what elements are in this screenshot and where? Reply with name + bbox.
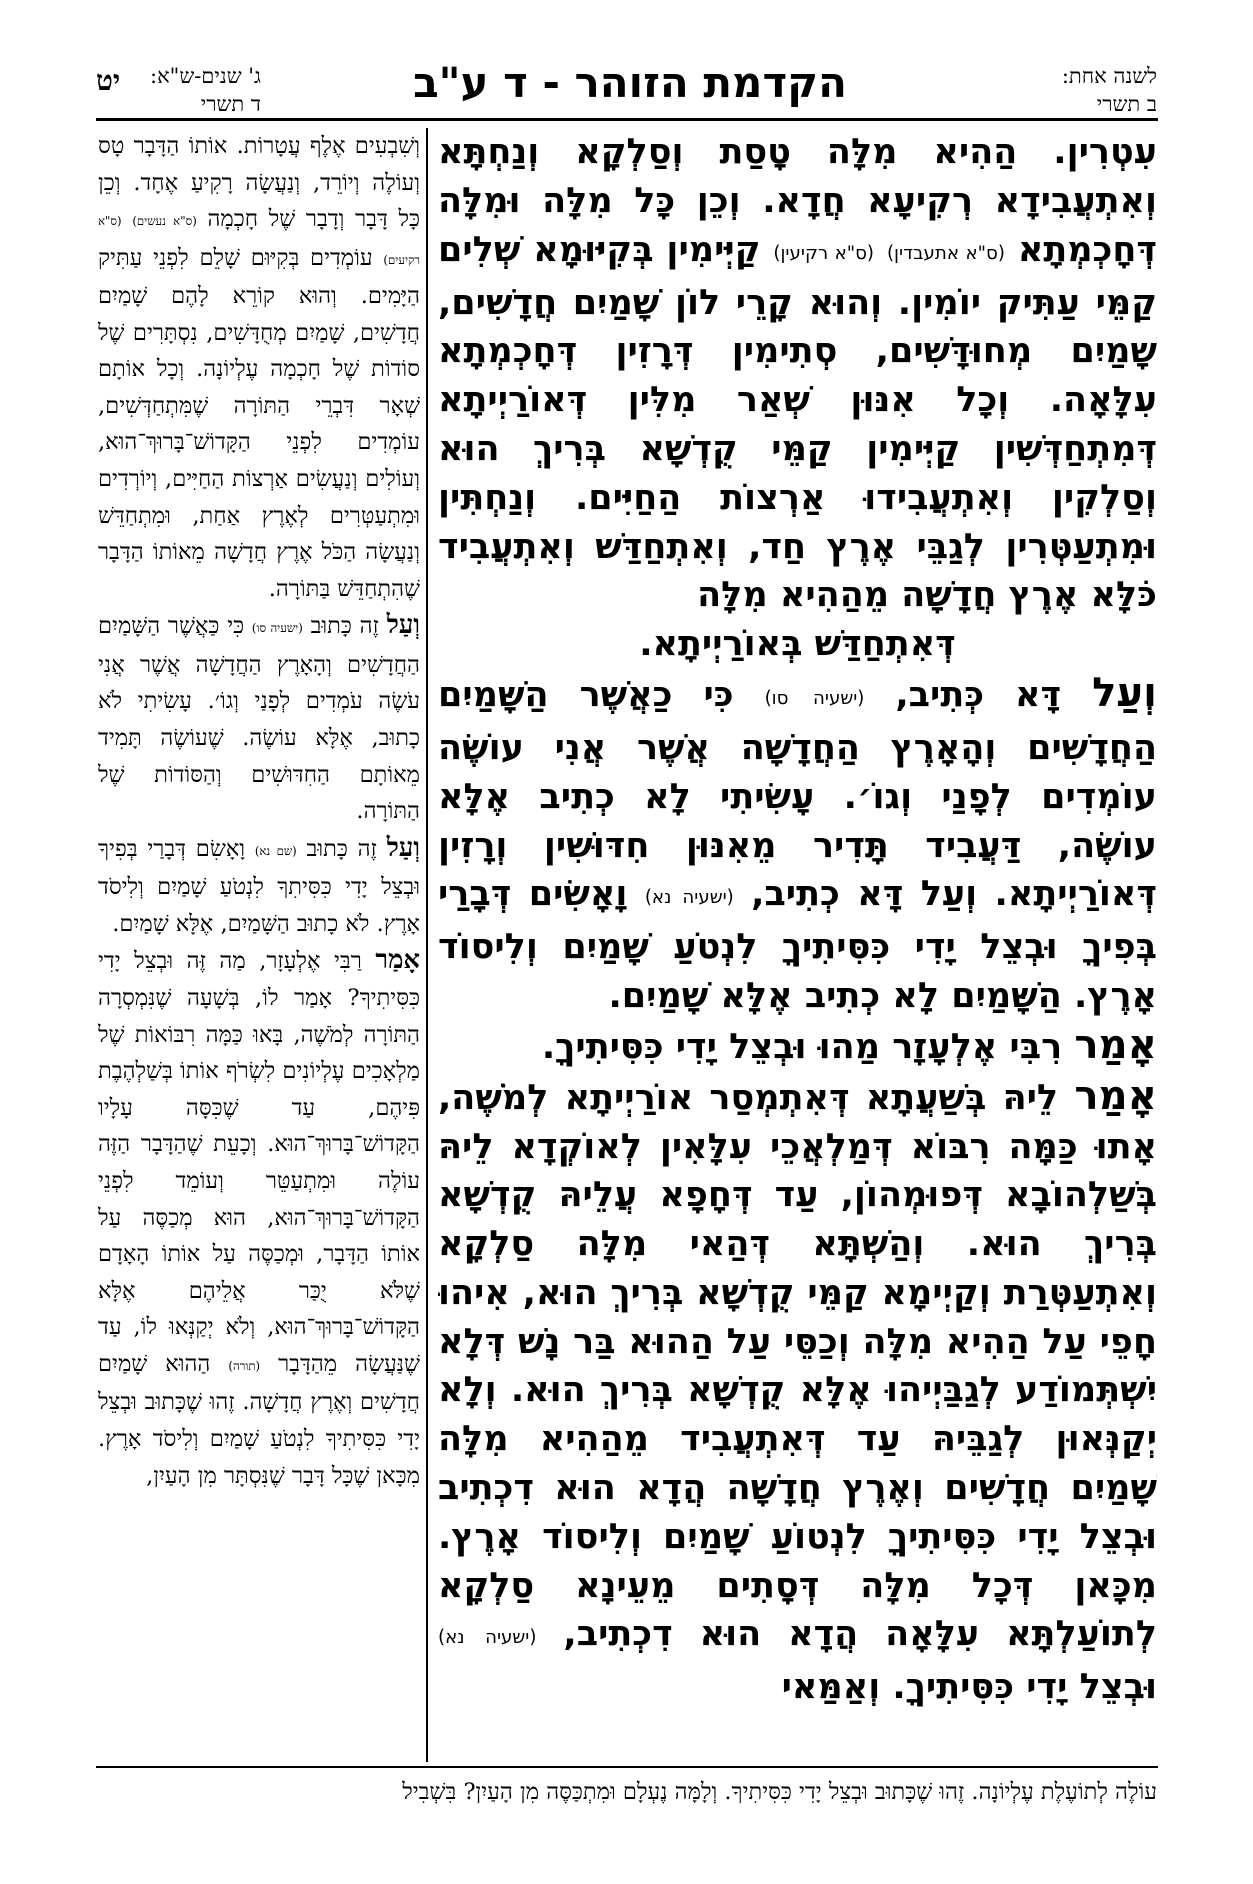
variant-note: (ס"א רקיעים) (98, 214, 420, 267)
verse-reference: (ישעיה נא) (438, 1627, 537, 1649)
variant-note: (ס"א אתעבדין) (886, 242, 1005, 264)
verse-reference: (שם נא) (254, 843, 297, 858)
column-divider (426, 128, 428, 1762)
opening-word: וְעַל (386, 832, 420, 863)
verse-reference: (ישעיה סו) (251, 621, 303, 636)
verse-reference: (ישעיה נא) (644, 887, 734, 909)
header-schedule-date: ד תשרי (200, 92, 261, 116)
header-study-schedule-three-years (150, 62, 261, 118)
paragraph-end-line: דְּאִתְחַדַּשׁ בְּאוֹרַיְיתָא. (639, 624, 956, 665)
opening-word: וְעַל (386, 610, 420, 641)
header-schedule-date: ב תשרי (1096, 92, 1157, 116)
paragraph: אָמַר לֵיהּ בְּשַׁעֲתָא דְּאִתְמְסַר אוֹרַיְיתָא לְמֹשֶׁה, אָתוּ כַּמָּה רִבּוֹא דְּמַלְאֲכֵי עִלָּאִין לְאוֹקְדָא לֵיהּ בְּשַׁלְהוֹבָא דְּפוּמְהוֹן, עַד דְּחָפָא עֲלֵיהּ קֻדְשָׁא בְּרִיךְ הוּא. וְהַשְׁתָּא דְּהַאי מִלָּה סַלְקָא וְאִתְעַטְּרַת וְקַיְימָא קַמֵּי קֻדְשָׁא בְּרִיךְ הוּא, אִיהוּ חָפֵי עַל הַהִיא מִלָּה וְכַסֵּי עַל הַהוּא בַּר נָשׁ דְּלָא יִשְׁתְּמוֹדַע לְגַבַּיְיהוּ אֶלָּא קֻדְשָׁא בְּרִיךְ הוּא. וְלָא יְקַנְּאוּן לְגַבֵּיהּ עַד דְּאִתְעֲבִיד מֵהַהִיא מִלָּה שָׁמַיִם חֲדָשִׁים וְאֶרֶץ חֲדָשָׁה הֲדָא הוּא דִכְתִיב וּבְצֵל יָדִי כִּסִּיתִיךָ לִנְטוֹעַ שָׁמַיִם וְלִיסוֹד אָרֶץ. מִכָּאן דְּכָל מִלָּה דְּסָתִים מֵעֵינָא סַלְקָא לְתוֹעַלְתָּא עִלָּאָה הֲדָא הוּא דִכְתִיב, (ישעיה נא) וּבְצֵל יָדִי כִּסִּיתִיךָ. וְאַמַּאי (438, 1072, 1157, 1708)
paragraph: אָמַר רַבִּי אֶלְעָזָר, מַה זֶּה וּבְצֵל יָדִי כִּסִּיתִיךָ? אָמַר לוֹ, בְּשָׁעָה שֶׁנִּמְסְרָה הַתּוֹרָה לְמֹשֶׁה, בָּאוּ כַּמָּה רִבּוֹאוֹת שֶׁל מַלְאָכִים עֶלְיוֹנִים לִשְׂרֹף אוֹתוֹ בְּשַׁלְהֶבֶת פִּיהֶם, עַד שֶׁכִּסָּה עָלָיו הַקָּדוֹשׁ־בָּרוּךְ־הוּא. וְכָעֵת שֶׁהַדָּבָר הַזֶּה עוֹלֶה וּמִתְעַטֵּר וְעוֹמֵד לִפְנֵי הַקָּדוֹשׁ־בָּרוּךְ־הוּא, הוּא מְכַסֶּה עַל אוֹתוֹ הַדָּבָר, וּמְכַסֶּה עַל אוֹתוֹ הָאָדָם שֶׁלֹּא יֻכַּר אֲלֵיהֶם אֶלָּא הַקָּדוֹשׁ־בָּרוּךְ־הוּא, וְלֹא יְקַנְּאוּ לוֹ, עַד שֶׁנַּעֲשָׂה מֵהַדָּבָר (תורה) הַהוּא שָׁמַיִם חֲדָשִׁים וְאֶרֶץ חֲדָשָׁה. זֶהוּ שֶׁכָּתוּב וּבְצֵל יָדִי כִּסִּיתִיךָ לִנְטֹעַ שָׁמַיִם וְלִיסֹד אָרֶץ. מִכָּאן שֶׁכָּל דָּבָר שֶׁנִּסְתָּר מִן הָעַיִן, (98, 945, 420, 1489)
paragraph: וְעַל דָּא כְּתִיב, (ישעיה סו) כִּי כַאֲשֶׁר הַשָּׁמַיִם הַחֲדָשִׁים וְהָאָרֶץ הַחֲדָשָׁה אֲשֶׁר אֲנִי עוֹשֶׂה עוֹמְדִים לְפָנַי וְגוֹ׳. עָשִׂיתִי לָא כְתִיב אֶלָּא עוֹשֶׂה, דַּעֲבִיד תָּדִיר מֵאִנּוּן חִדּוּשִׁין וְרָזִין דְּאוֹרַיְיתָא. וְעַל דָּא כְתִיב, (ישעיה נא) וָאָשִׂים דְּבָרַי בְּפִיךָ וּבְצֵל יָדִי כִּסִּיתִיךָ לִנְטֹעַ שָׁמַיִם וְלִיסוֹד אָרֶץ. הַשָּׁמַיִם לָא כְתִיב אֶלָּא שָׁמַיִם. (438, 669, 1157, 1017)
bottom-continuation-line: עוֹלֶה לְתוֹעֶלֶת עֶלְיוֹנָה. זֶהוּ שֶׁכָּתוּב וּבְצֵל יָדִי כִּסִּיתִיךָ. וְלָמָּה נֶעְלָם וּמִתְכַּסֶּה מִן הָעַיִן? בִּשְׁבִיל (402, 1779, 1157, 1805)
header-rule (96, 118, 1158, 121)
paragraph: וְעַל זֶה כָּתוּב (ישעיה סו) כִּי כַּאֲשֶׁר הַשָּׁמַיִם הַחֲדָשִׁים וְהָאָרֶץ הַחֲדָשָׁה אֲשֶׁר אֲנִי עֹשֶׂה עֹמְדִים לְפָנַי וְגוֹ׳. עָשִׂיתִי לֹא כָתוּב, אֶלָּא עוֹשֶׂה. שֶׁעוֹשֶׂה תָּמִיד מֵאוֹתָם הַחִדּוּשִׁים וְהַסּוֹדוֹת שֶׁל הַתּוֹרָה. (98, 610, 420, 825)
header-schedule-label: לשנה אחת: (1061, 64, 1157, 88)
opening-word: אָמַר (1074, 1072, 1157, 1119)
header-schedule-label: ג' שנים-ש"א: (150, 64, 261, 88)
opening-word: וְעַל (1092, 669, 1157, 716)
variant-note: (ס"א רקיעין) (773, 242, 875, 264)
variant-note: (תורה) (228, 1358, 261, 1373)
paragraph: עִטְרִין. הַהִיא מִלָּה טָסַת וְסַלְקָא וְנַחְתָּא וְאִתְעֲבִידָא רְקִיעָא חֲדָא. וְכֵן כָּל מִלָּה וּמִלָּה דְּחָכְמְתָא (ס"א אתעבדין) (ס"א רקיעין) קַיְּימִין בְּקִיּוּמָא שְׁלִים קַמֵּי עַתִּיק יוֹמִין. וְהוּא קָרֵי לוֹן שָׁמַיִם חֲדָשִׁים, שָׁמַיִם מְחוּדָּשִׁים, סְתִימִין דְּרָזִין דְּחָכְמְתָא עִלָּאָה. וְכָל אִנּוּן שְׁאַר מִלִּין דְּאוֹרַיְיתָא דְּמִתְחַדְּשִׁין קַיְּימִין קַמֵּי קֻדְשָׁא בְּרִיךְ הוּא וְסַלְקִין וְאִתְעֲבִידוּ אַרְצוֹת הַחַיִּים. וְנַחְתִּין וּמִתְעַטְּרִין לְגַבֵּי אֶרֶץ חַד, וְאִתְחַדַּשׁ וְאִתְעֲבִיד כֹּלָּא אֶרֶץ חֲדָשָׁה מֵהַהִיא מִלָּה (438, 132, 1157, 616)
page-number: יט (96, 64, 121, 97)
opening-word: אָמַר (375, 945, 420, 976)
paragraph: אָמַר רִבִּי אֶלְעָזָר מַהוּ וּבְצֵל יָדִי כִּסִּיתִיךָ. (541, 1021, 1157, 1068)
paragraph: וְשִׁבְעִים אֶלֶף עֲטָרוֹת. אוֹתוֹ הַדָּבָר טָס וְעוֹלֶה וְיוֹרֵד, וְנַעֲשָׂה רָקִיעַ אֶחָד. וְכֵן כָּל דָּבָר וְדָבָר שֶׁל חָכְמָה (ס"א נעשים) (ס"א רקיעים) עוֹמְדִים בְּקִיּוּם שָׁלֵם לִפְנֵי עַתִּיק הַיָּמִים. וְהוּא קוֹרֵא לָהֶם שָׁמַיִם חֲדָשִׁים, שָׁמַיִם מְחֻדָּשִׁים, נִסְתָּרִים שֶׁל סוֹדוֹת שֶׁל חָכְמָה עֶלְיוֹנָה. וְכָל אוֹתָם שְׁאָר דִּבְרֵי הַתּוֹרָה שֶׁמִּתְחַדְּשִׁים, עוֹמְדִים לִפְנֵי הַקָּדוֹשׁ־בָּרוּךְ־הוּא, וְעוֹלִים וְנַעֲשִׂים אַרְצוֹת הַחַיִּים, וְיוֹרְדִים וּמִתְעַטְּרִים לְאֶרֶץ אַחַת, וּמִתְחַדֵּשׁ וְנַעֲשָׂה הַכֹּל אֶרֶץ חֲדָשָׁה מֵאוֹתוֹ הַדָּבָר שֶׁהִתְחַדֵּשׁ בַּתּוֹרָה. (98, 133, 420, 602)
page-title: הקדמת הזוהר - ד ע"ב (413, 58, 847, 107)
variant-note: (ס"א נעשים) (132, 214, 197, 229)
header-study-schedule-one-year (1062, 62, 1157, 118)
side-column-hebrew-translation (98, 128, 420, 1762)
verse-reference: (ישעיה סו) (764, 688, 865, 710)
opening-word: אָמַר (1074, 1021, 1157, 1068)
paragraph: וְעַל זֶה כָּתוּב (שם נא) וָאָשִׂם דְּבָרַי בְּפִיךָ וּבְצֵל יָדִי כִּסִּיתִךָ לִנְטֹעַ שָׁמַיִם וְלִיסֹד אָרֶץ. לֹא כָתוּב הַשָּׁמַיִם, אֶלָּא שָׁמַיִם. (98, 832, 420, 937)
main-column-aramaic-text (438, 128, 1157, 1762)
footer-rule (96, 1766, 1158, 1768)
